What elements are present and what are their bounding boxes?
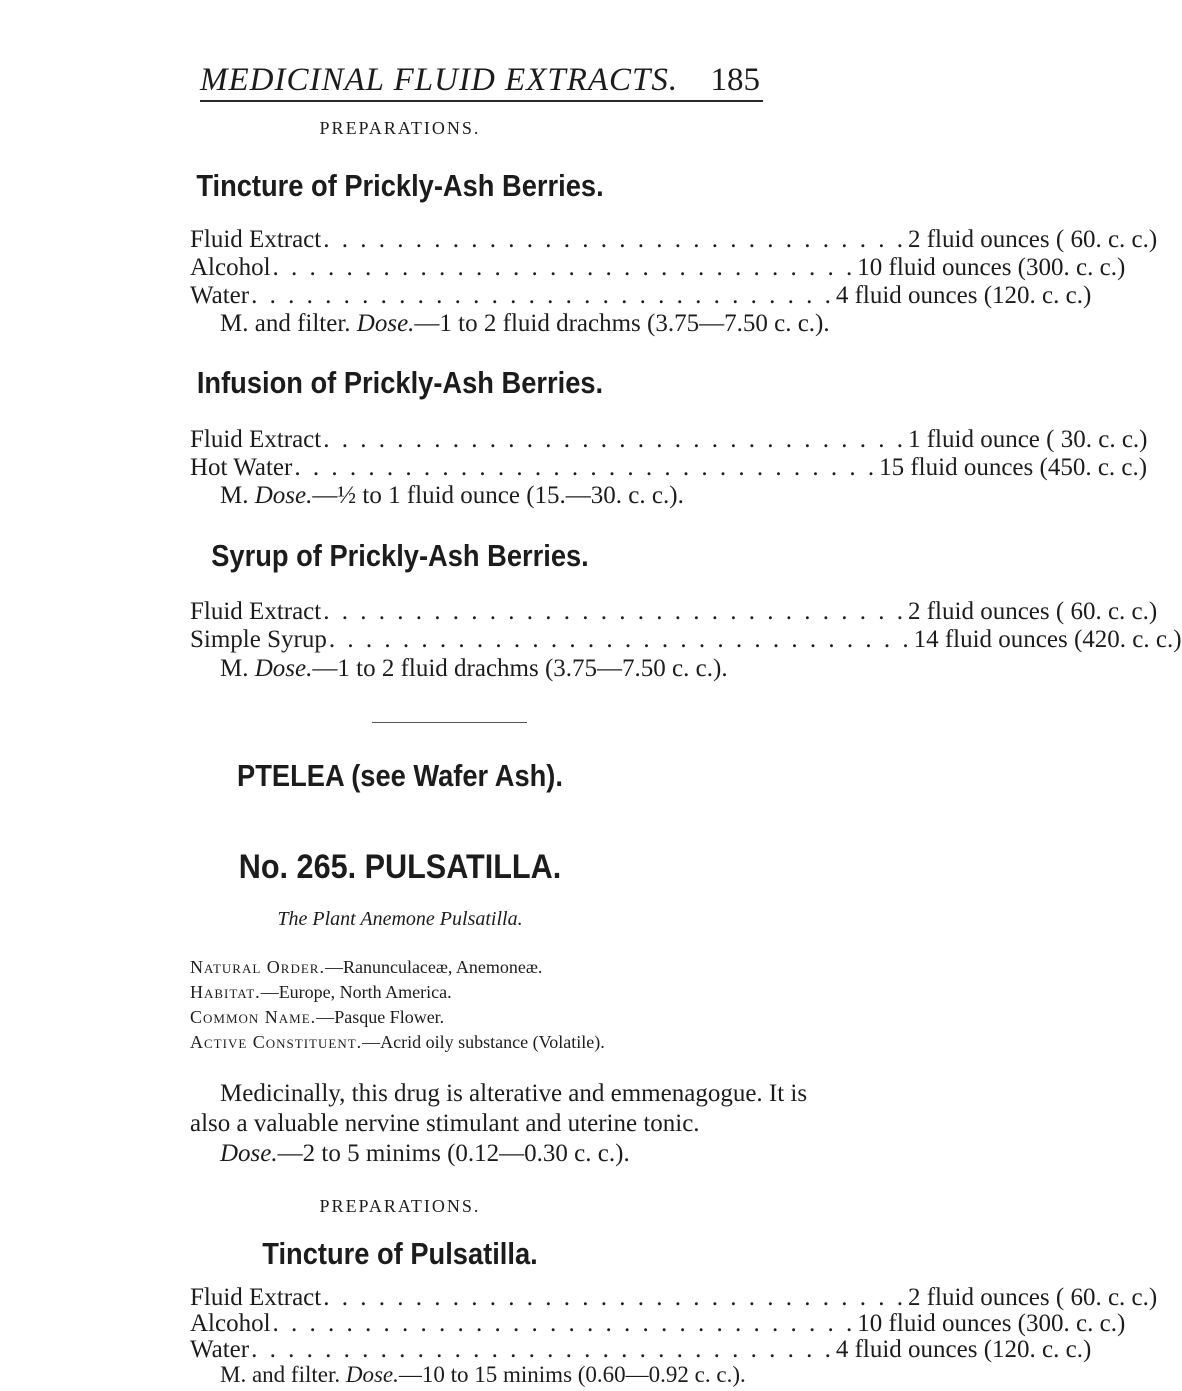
page-number: 185 <box>710 62 760 98</box>
common-name-label: Common Name. <box>190 1007 317 1027</box>
ingredient-name: Water <box>190 1336 250 1363</box>
habitat-label: Habitat. <box>190 982 261 1002</box>
tincture-berries-heading: Tincture of Prickly-Ash Berries. <box>196 168 604 203</box>
leader-dots: . . . . . . . . . . . . . . . . . . . . . . . . . . . . . . . . <box>323 598 906 625</box>
recipe-row <box>190 225 1158 255</box>
ingredient-quantity: 2 fluid ounces ( 60. c. c.) <box>907 1284 1158 1311</box>
paragraph-line: Medicinally, this drug is alterative and emmenagogue. It is <box>220 1080 808 1107</box>
mix-instruction: M. and filter. <box>220 1362 346 1387</box>
ingredient-name: Fluid Extract <box>190 426 322 453</box>
preparations-heading: PREPARATIONS. <box>319 118 481 138</box>
leader-dots: . . . . . . . . . . . . . . . . . . . . . . . . . . . . . . . . <box>323 226 906 253</box>
dose-value: —1 to 2 fluid drachms (3.75—7.50 c. c.). <box>414 310 830 337</box>
ingredient-name: Fluid Extract <box>190 1284 322 1311</box>
recipe-row <box>190 597 1158 627</box>
mix-instruction: M. and filter. <box>220 310 357 337</box>
leader-dots: . . . . . . . . . . . . . . . . . . . . . . . . . . . . . . . . <box>272 1310 856 1337</box>
dose-value: —2 to 5 minims (0.12—0.30 c. c.). <box>277 1140 630 1167</box>
ingredient-quantity: 10 fluid ounces (300. c. c.) <box>857 1310 1126 1337</box>
active-constituent-line <box>190 1032 605 1053</box>
leader-dots: . . . . . . . . . . . . . . . . . . . . . . . . . . . . . . . . <box>323 426 906 453</box>
infusion-berries-heading: Infusion of Prickly-Ash Berries. <box>196 365 604 400</box>
active-constituent-value: —Acrid oily substance (Volatile). <box>362 1032 605 1052</box>
common-name-line <box>190 1007 444 1028</box>
ingredient-name: Fluid Extract <box>190 598 322 625</box>
ingredient-name: Hot Water <box>190 454 293 481</box>
ingredient-name: Water <box>190 282 250 309</box>
preparations-heading: PREPARATIONS. <box>319 1196 481 1216</box>
ingredient-name: Simple Syrup <box>190 626 327 653</box>
common-name-value: —Pasque Flower. <box>316 1007 445 1027</box>
natural-order-value: —Ranunculaceæ, Anemoneæ. <box>324 957 543 977</box>
pulsatilla-subtitle: The Plant Anemone Pulsatilla. <box>277 908 523 930</box>
dose-value: —10 to 15 minims (0.60—0.92 c. c.). <box>398 1362 746 1387</box>
mix-instruction: M. <box>220 655 255 682</box>
ingredient-quantity: 10 fluid ounces (300. c. c.) <box>857 254 1126 281</box>
leader-dots: . . . . . . . . . . . . . . . . . . . . . . . . . . . . . . . . <box>251 282 834 309</box>
dose-line <box>220 1138 810 1170</box>
tincture-pulsatilla-heading: Tincture of Pulsatilla. <box>262 1236 538 1271</box>
paragraph-line: also a valuable nervine stimulant and uterine tonic. <box>190 1110 700 1137</box>
leader-dots: . . . . . . . . . . . . . . . . . . . . . . . . . . . . . . . . <box>328 626 912 653</box>
leader-dots: . . . . . . . . . . . . . . . . . . . . . . . . . . . . . . . . <box>272 254 856 281</box>
recipe-row <box>190 253 1126 283</box>
dose-label: Dose. <box>356 310 415 337</box>
mix-note <box>220 653 810 685</box>
dose-label: Dose. <box>254 482 313 509</box>
habitat-value: —Europe, North America. <box>260 982 452 1002</box>
ingredient-name: Alcohol <box>190 254 271 281</box>
mix-note <box>220 308 830 340</box>
natural-order-line <box>190 957 542 978</box>
ingredient-quantity: 4 fluid ounces (120. c. c.) <box>835 1336 1092 1363</box>
dose-value: —½ to 1 fluid ounce (15.—30. c. c.). <box>312 482 684 509</box>
active-constituent-label: Active Constituent. <box>190 1032 363 1052</box>
running-title: MEDICINAL FLUID EXTRACTS. <box>200 62 679 98</box>
dose-label: Dose. <box>254 655 313 682</box>
header-rule <box>200 100 763 102</box>
pulsatilla-heading: No. 265. PULSATILLA. <box>238 848 562 886</box>
leader-dots: . . . . . . . . . . . . . . . . . . . . . . . . . . . . . . . . <box>251 1336 834 1363</box>
leader-dots: . . . . . . . . . . . . . . . . . . . . . . . . . . . . . . . . <box>323 1284 906 1311</box>
dose-value: —1 to 2 fluid drachms (3.75—7.50 c. c.). <box>312 655 728 682</box>
leader-dots: . . . . . . . . . . . . . . . . . . . . . . . . . . . . . . . . <box>294 454 878 481</box>
ingredient-quantity: 4 fluid ounces (120. c. c.) <box>835 282 1092 309</box>
mix-instruction: M. <box>220 482 255 509</box>
recipe-row <box>190 425 1148 455</box>
ptelea-heading: PTELEA (see Wafer Ash). <box>237 758 563 793</box>
recipe-row <box>190 281 1092 311</box>
recipe-row <box>190 625 1182 655</box>
ingredient-name: Alcohol <box>190 1310 271 1337</box>
dose-label: Dose. <box>220 1140 278 1167</box>
ingredient-quantity: 15 fluid ounces (450. c. c.) <box>879 454 1148 481</box>
dose-label: Dose. <box>345 1362 399 1387</box>
recipe-row <box>190 1335 1092 1365</box>
running-header <box>200 62 760 102</box>
ingredient-quantity: 1 fluid ounce ( 30. c. c.) <box>907 426 1148 453</box>
section-divider <box>372 722 527 723</box>
habitat-line <box>190 982 452 1003</box>
ingredient-quantity: 14 fluid ounces (420. c. c.) <box>913 626 1182 653</box>
ingredient-quantity: 2 fluid ounces ( 60. c. c.) <box>907 598 1158 625</box>
syrup-berries-heading: Syrup of Prickly-Ash Berries. <box>211 538 589 573</box>
mix-note <box>220 1362 810 1388</box>
ingredient-quantity: 2 fluid ounces ( 60. c. c.) <box>907 226 1158 253</box>
recipe-row <box>190 453 1148 483</box>
ingredient-name: Fluid Extract <box>190 226 322 253</box>
mix-note <box>220 480 810 512</box>
natural-order-label: Natural Order. <box>190 957 325 977</box>
